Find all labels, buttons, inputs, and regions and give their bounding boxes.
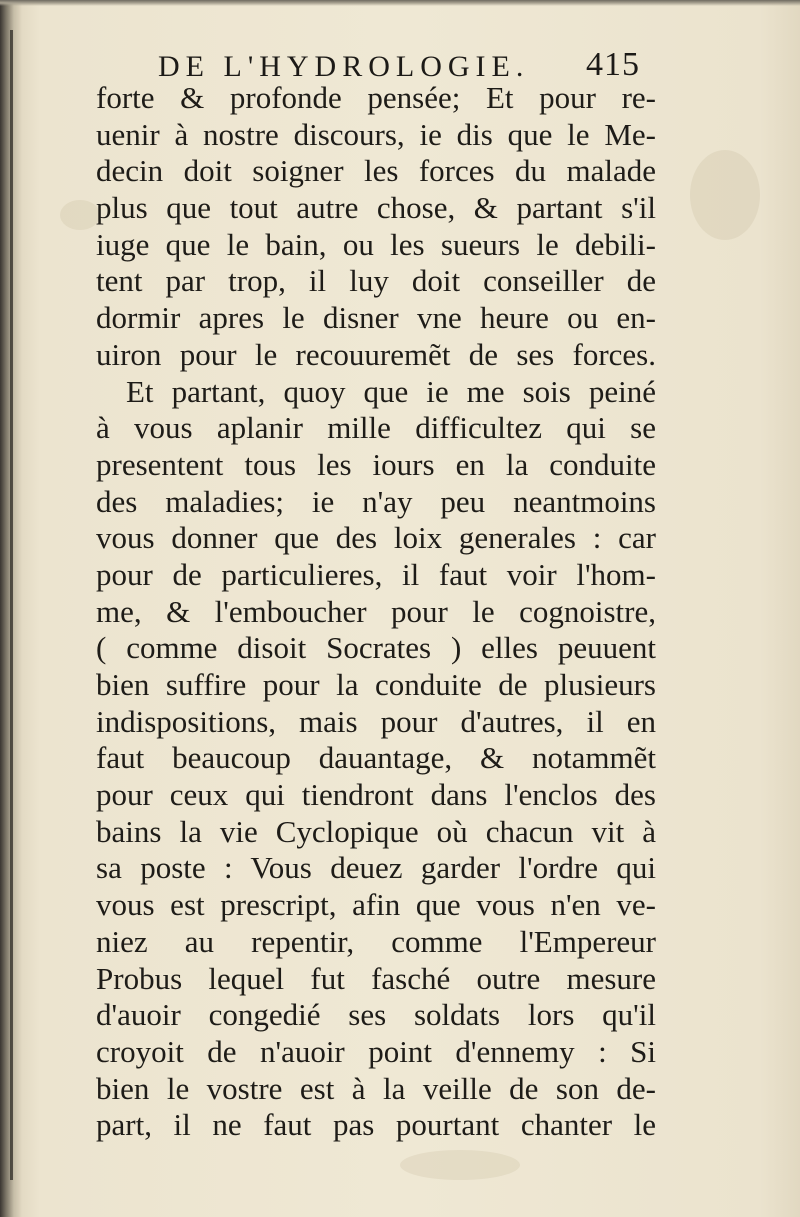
text-line: niez au repentir, comme l'Empereur	[96, 923, 656, 959]
text-line: decin doit soigner les forces du malade	[96, 153, 656, 189]
paper-stain	[60, 200, 100, 230]
text-line: faut beaucoup dauantage, & notammẽt	[96, 740, 656, 776]
text-line: uenir à nostre discours, ie dis que le Me-	[96, 116, 656, 152]
page-top-edge	[0, 0, 800, 6]
text-line: vous est prescript, afin que vous n'en ve-	[96, 887, 656, 923]
text-line: presentent tous les iours en la conduite	[96, 446, 656, 482]
text-line: bien suffire pour la conduite de plusieurs	[96, 667, 656, 702]
text-line: me, & l'emboucher pour le cognoistre,	[96, 593, 656, 629]
text-line: tent par trop, il luy doit conseiller de	[96, 263, 656, 299]
text-line: indispositions, mais pour d'autres, il en	[96, 703, 656, 739]
page-number: 415	[586, 46, 640, 83]
book-spine-edge	[10, 30, 13, 1180]
text-line: ( comme disoit Socrates ) elles peuuent	[96, 630, 656, 666]
paper-stain	[400, 1150, 520, 1180]
text-line: iuge que le bain, ou les sueurs le debili-	[96, 226, 656, 262]
text-line: plus que tout autre chose, & partant s'il	[96, 190, 656, 226]
text-line: à vous aplanir mille difficultez qui se	[96, 410, 656, 446]
text-line: uiron pour le recouuremẽt de ses forces.	[96, 336, 656, 372]
text-line: bien le vostre est à la veille de son de-	[96, 1070, 656, 1106]
text-line: part, il ne faut pas pourtant chanter le	[96, 1107, 656, 1143]
text-line: vous donner que des loix generales : car	[96, 520, 656, 556]
text-line: Probus lequel fut fasché outre mesure	[96, 960, 656, 996]
text-line: pour de particulieres, il faut voir l'hom-	[96, 556, 656, 592]
text-line: croyoit de n'auoir point d'ennemy : Si	[96, 1033, 656, 1069]
body-text	[96, 80, 656, 1144]
text-line: sa poste : Vous deuez garder l'ordre qui	[96, 850, 656, 886]
paper-stain	[690, 150, 760, 240]
text-line: bains la vie Cyclopique où chacun vit à	[96, 813, 656, 849]
text-line: forte & profonde pensée; Et pour re-	[96, 80, 656, 115]
text-line: d'auoir congedié ses soldats lors qu'il	[96, 997, 656, 1033]
text-line: pour ceux qui tiendront dans l'enclos des	[96, 777, 656, 813]
running-title: DE L'HYDROLOGIE.	[158, 50, 530, 83]
text-line: Et partant, quoy que ie me sois peiné	[126, 373, 656, 409]
text-line: des maladies; ie n'ay peu neantmoins	[96, 483, 656, 519]
text-line: dormir apres le disner vne heure ou en-	[96, 300, 656, 336]
